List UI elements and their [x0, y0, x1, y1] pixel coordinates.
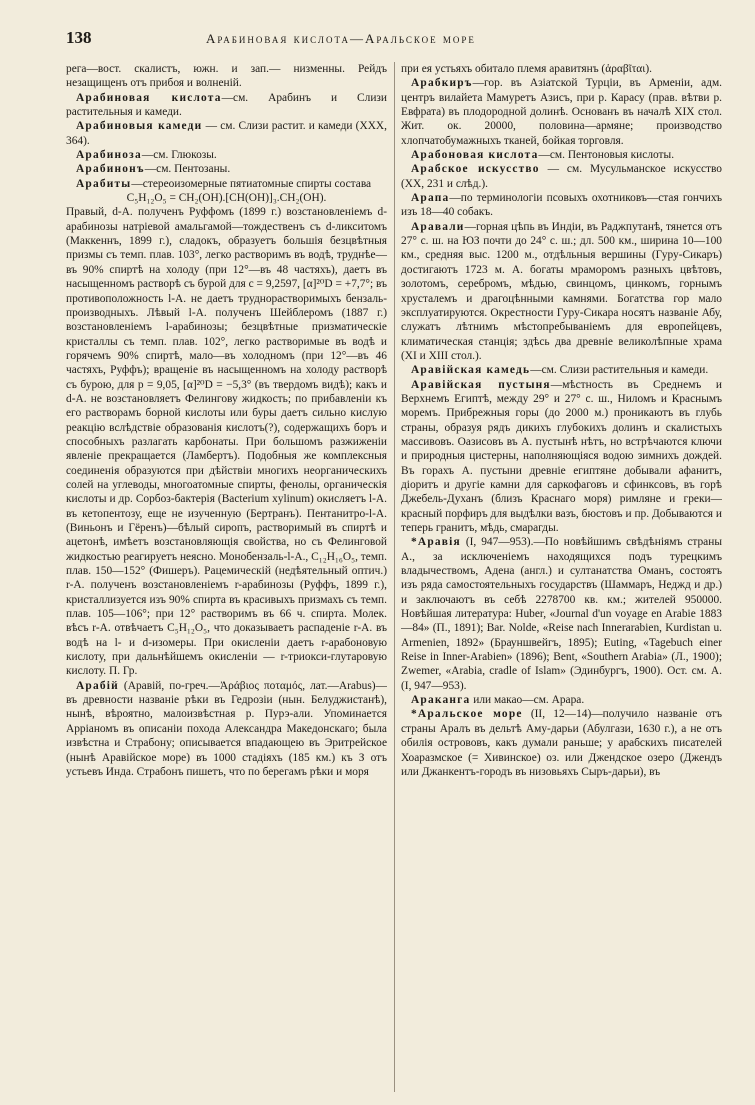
left-column — [66, 62, 387, 1092]
text-columns — [66, 62, 725, 1092]
entry-text: —см. Слизи растительныя и камеди. — [530, 364, 709, 377]
dictionary-entry — [401, 535, 722, 693]
dictionary-entry — [401, 148, 722, 162]
entry-headword: Арабиты — [76, 177, 132, 190]
dictionary-entry — [401, 378, 722, 536]
entry-text: — см. Слизи растит. и камеди (XXX, 364). — [66, 120, 387, 147]
entry-text: (II, 12—14)—получило названіе отъ страны Аралъ въ дельтѣ Аму-дарьи (Абулгази, 1630 г.), а не отъ обилія острововъ, какъ думали раньше; у арабскихъ писателей Хоаразмское (= Хивинское) оз. или Джендское озеро (Джендъ или Джанкентъ-городъ въ низовьяхъ Сыръ-дарьи), въ — [401, 708, 722, 778]
entry-text: (Аравій, по-греч.—Ἀράβιος ποταμός, лат.—Arabus)—въ древности названіе рѣки въ Гедрозіи (нын. Белуджистанѣ), нынѣ, вѣроятно, малоизвѣстная р. Пурэ-али. Упоминается Арріаномъ въ описаніи похода Александра Македонскаго; была извѣстна и Страбону; описывается впадающею въ Эритрейское (нынѣ Аравійское море) въ 1000 стадіяхъ (185 км.) къ З отъ устьевъ Инда. Страбонъ пишетъ, что по берегамъ рѣки и моря — [66, 679, 387, 778]
entry-headword: Аравали — [411, 220, 465, 233]
dictionary-entry — [66, 191, 387, 205]
entry-headword: Арабкиръ — [411, 77, 473, 90]
dictionary-entry — [66, 177, 387, 191]
page-number: 138 — [66, 28, 92, 47]
entry-text: —горная цѣпь въ Индіи, въ Раджпутанѣ, тянется отъ 27° с. ш. на ЮЗ почти до 24° с. ш.; дл. 500 км., ширина 10—100 км., средняя выс. 1200 м., отдѣльныя вершины (Гуру-Сикаръ) достигаютъ 1723 м. А. богаты мраморомъ разныхъ цвѣтовъ, золотомъ, серебромъ, мѣдью, свинцомъ, цинкомъ, горнымъ хрусталемъ и драгоцѣнными камнями. Богатства гор мало эксплуатируются. Окрестности Гуру-Сикара носятъ названіе Абу, служатъ лѣтнимъ мѣстопребываніемъ для европейцевъ, климатическая станція; здѣсь два древніе великолѣпные храма (XI и XIII стол.). — [401, 220, 722, 362]
dictionary-entry — [401, 693, 722, 707]
entry-headword: *Аравія — [411, 536, 461, 549]
entry-headword: Аравійская пустыня — [411, 378, 551, 391]
dictionary-entry — [66, 91, 387, 120]
dictionary-entry — [66, 162, 387, 176]
entry-headword: Араканга — [411, 694, 471, 707]
column-divider — [394, 62, 395, 1092]
dictionary-entry — [401, 220, 722, 363]
entry-headword: Арабинонъ — [76, 163, 145, 176]
entry-headword: *Аральское море — [411, 708, 523, 721]
entry-text: или макао—см. Арара. — [470, 694, 585, 707]
entry-headword: Арабиновая кислота — [76, 91, 222, 104]
chemical-formula: C₅H₁₂O₅ = CH₂(OH).[CH(OH)]₃.CH₂(OH). — [126, 192, 327, 205]
entry-headword: Арабиновыя камеди — [76, 120, 203, 133]
entry-headword: Арабій — [76, 679, 119, 692]
dictionary-entry — [66, 119, 387, 148]
entry-text: —по терминологіи псовыхъ охотниковъ—стая гончихъ изъ 18—40 собакъ. — [401, 192, 722, 219]
dictionary-entry — [401, 707, 722, 779]
dictionary-entry — [66, 62, 387, 91]
entry-headword: Арабиноза — [76, 149, 142, 162]
page-header — [66, 28, 725, 62]
entry-text: —см. Пентозаны. — [144, 163, 231, 176]
running-head: Арабиновая кислота—Аральское море — [206, 31, 476, 46]
entry-text: Правый, d-А. полученъ Руффомъ (1899 г.) возстановленіемъ d-арабинозы натріевой амальгамой—тождественъ съ d-ликситомъ (Маккеннъ, 1899 г.), сладокъ, образуетъ большія безцвѣтныя призмы съ темп. плав. 103°, легко растворимъ въ водѣ, труднѣе—въ 90% спиртѣ на холоду (при 12°—въ 48 частяхъ), даетъ въ насыщенномъ растворѣ съ бурой для c = 9,2597, [α]²⁰D = +7,7°; въ противоположность l-А. не даетъ труднорастворимыхъ бензаль-производныхъ. Лѣвый l-А. полученъ Шейблеромъ (1887 г.) возстановленіемъ l-арабинозы; безцвѣтные призматическіе кристаллы съ темп. плав. 102°, легко растворимые въ водѣ и горячемъ 90% спиртѣ, мало—въ холодномъ (при 12°—въ 46 частяхъ, Руффъ); вращеніе въ насыщенномъ на холоду растворѣ съ бурою, для p = 9,05, [α]²⁰D = −5,3° (въ твердомъ видѣ); какъ и d-А. не возстановляетъ Фелингову жидкость; по прибавленіи къ его растворамъ борной кислоты или буры даетъ сильно кислую реакцію вслѣдствіе образованія кислотъ(?), содержащихъ боръ и способныхъ разлагать карбонаты. При большомъ разжиженіи явленіе прекращается (Ламбертъ). Подобныя же комплексныя соединенія образуются при дѣйствіи многихъ неорганическихъ солей на углеводы, многоатомные спирты, фенолы, органическія кислоты и др. Сорбоз-бактерія (Bacterium xylinum) окисляетъ l-А. въ кетопентозу, еще не изученную (Бертранъ). Пентанитро-l-А. (Виньонъ и Гёренъ)—бѣлый сиропъ, растворимый въ спиртѣ и ацетонѣ, имѣетъ возстановляющія свойства, но съ Фелинговой жидкостью реагируетъ неясно. Монобензаль-l-А., C₁₂H₁₆O₅, темп. плав. 150—152° (Фишеръ). Рацемическій (недѣятельный оптич.) r-А. полученъ возстановленіемъ r-арабинозы (Руффъ, 1899 г.), кристаллизуется изъ 90% спирта въ красивыхъ призмахъ съ темп. плав. 105—106°; при 12° растворимъ въ 66 ч. спирта. Молек. вѣсъ r-А. отвѣчаетъ C₅H₁₂O₅, что доказываетъ распаденіе r-А. въ водѣ на l- и d-изомеры. При окисленіи даетъ r-арабоновую кислоту, при дальнѣйшемъ окисленіи — r-триокси-глутаровую кислоту. П. Гр. — [66, 206, 387, 678]
entry-text: рега—вост. скалистъ, южн. и зап.— низменны. Рейдъ незащищенъ отъ прибоя и волненій. — [66, 63, 387, 90]
dictionary-entry — [401, 76, 722, 148]
entry-text: — см. Мусульманское искусство (XX, 231 и слѣд.). — [401, 163, 722, 190]
dictionary-entry — [66, 148, 387, 162]
entry-headword: Аравійская камедь — [411, 364, 531, 377]
entry-text: —см. Пентоновыя кислоты. — [538, 149, 675, 162]
entry-text: —гор. въ Азіатской Турціи, въ Арменіи, адм. центръ вилайета Мамуретъ Азисъ, при р. Карасу (прав. вѣтви р. Евфрата) въ плодородной долинѣ. Основанъ въ началѣ XIX стол. Жит. ок. 20000, половина—армяне; производство хлопчатобумажныхъ тканей, бойкая торговля. — [401, 77, 722, 147]
dictionary-entry — [401, 363, 722, 377]
entry-text: при ея устьяхъ обитало племя аравитянъ (ἀραβῖται). — [401, 63, 652, 75]
dictionary-entry — [66, 679, 387, 779]
entry-text: —см. Арабинъ и Слизи растительныя и камеди. — [66, 91, 387, 119]
entry-headword: Арабоновая кислота — [411, 149, 539, 162]
dictionary-entry — [401, 62, 722, 76]
entry-text: —см. Глюкозы. — [141, 149, 217, 162]
entry-text: (I, 947—953).—По новѣйшимъ свѣдѣніямъ страны А., за исключеніемъ находящихся подъ турецкимъ владычествомъ, Адена (англ.) и султанатства Оманъ, состоятъ изъ ряда самостоятельныхъ государствъ (Шаммаръ, Неджд и др.) и заключаютъ въ себѣ 2278700 кв. км.; жителей 950000. Новѣйшая литература: Huber, «Journal d'un voyage en Arabie 1883—84» (П., 1891); Bar. Nolde, «Reise nach Innerarabien, Kurdistan u. Armenien, 1892» (Брауншвейгъ, 1895); Euting, «Tagebuch einer Reise in Inner-Arabien» (1896); Bent, «Southern Arabia» (Л., 1900); Zwemer, «Arabia, cradle of Islam» (Эдинбургъ, 1900). Ост. см. А. (I, 947—953). — [401, 536, 722, 692]
entry-text: —мѣстность въ Среднемъ и Верхнемъ Египтѣ, между 29° и 27° с. ш., Ниломъ и Краснымъ моремъ. Прибрежныя горы (до 2000 м.) проникаютъ въ глубь страны, образуя рядъ дикихъ глубокихъ долинъ и скалистыхъ массивовъ. Оазисовъ въ А. пустынѣ нѣтъ, но встрѣчаются ключи и природныя цистерны, наполняющіяся водою зимнихъ дождей. Въ горахъ А. пустыни древніе египтяне добывали афанитъ, діоритъ и другіе камни для саркофаговъ и сфинксовъ, въ горѣ Джебель-Духанъ (близъ Краснаго моря) римляне и греки—красный порфиръ для выдѣлки вазъ, бюстовъ и пр. Добываются и теперь гранитъ, мѣдь, смарагды. — [401, 378, 722, 534]
dictionary-entry — [66, 205, 387, 678]
entry-headword: Арапа — [411, 192, 450, 205]
entry-text: —стереоизомерные пятиатомные спирты состава — [131, 177, 372, 190]
entry-headword: Арабское искусство — [411, 163, 540, 176]
right-column — [401, 62, 722, 1092]
dictionary-entry — [401, 191, 722, 220]
dictionary-entry — [401, 162, 722, 191]
